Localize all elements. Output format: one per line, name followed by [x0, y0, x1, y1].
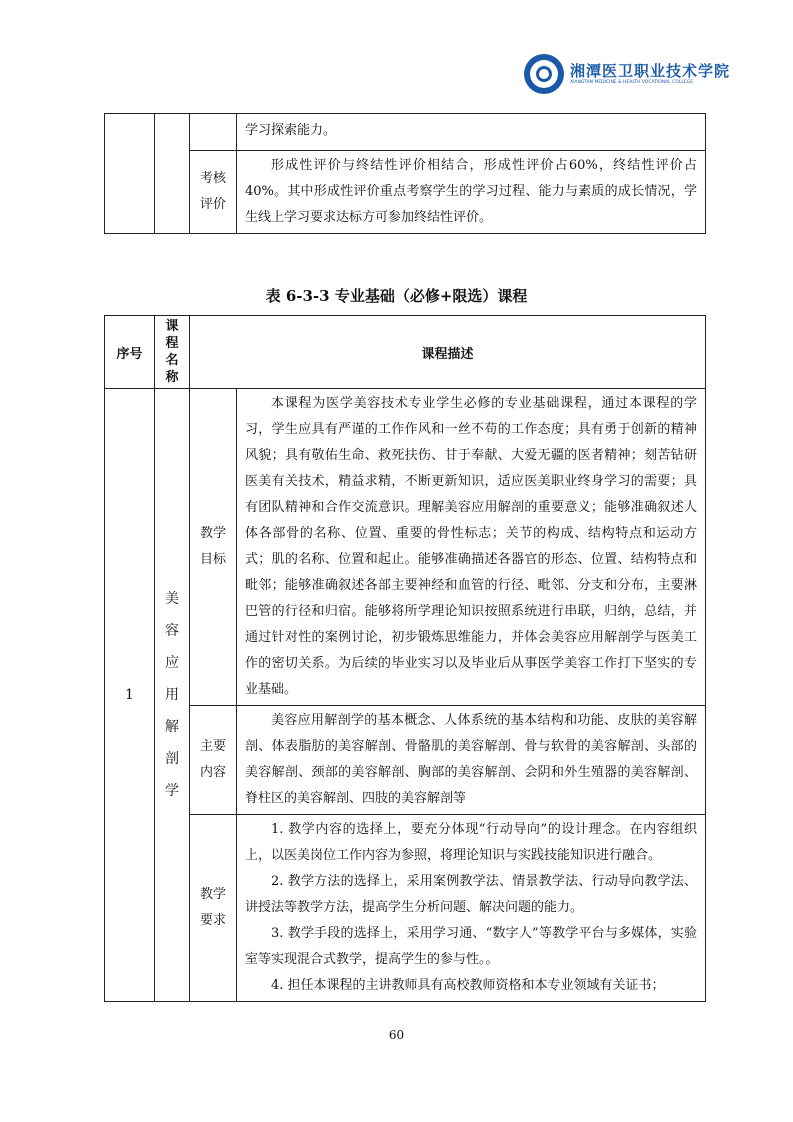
course-name-cell	[155, 114, 190, 234]
paragraph: 本课程为医学美容技术专业学生必修的专业基础课程，通过本课程的学习，学生应具有严谨的工作作风和一丝不苟的工作态度；具有勇于创新的精神风貌；具有敬佑生命、救死扶伤、甘于奉献、大爱无疆的医者精神；刻苦钻研医美有关技术，精益求精，不断更新知识，适应医美职业终身学习的需要；具有团队精神和合作交流意识。理解美容应用解剖的重要意义；能够准确叙述人体各部骨的名称、位置、重要的骨性标志；关节的构成、结构特点和运动方式；肌的名称、位置和起止。能够准确描述各器官的形态、位置、结构特点和毗邻；能够准确叙述各部主要神经和血管的行径、毗邻、分支和分布，主要淋巴管的行径和归宿。能够将所学理论知识按照系统进行串联，归纳，总结，并通过针对性的案例讨论，初步锻炼思维能力，并体会美容应用解剖学与医美工作的密切关系。为后续的毕业实习以及毕业后从事医学美容工作打下坚实的专业基础。	[245, 396, 697, 697]
description-tail: 学习探索能力。	[237, 114, 706, 151]
row-index: 1	[105, 389, 155, 1002]
section-content	[237, 706, 706, 815]
college-logo	[524, 54, 730, 94]
header-course-name: 课程名称	[155, 316, 190, 389]
table-row	[105, 815, 706, 1002]
paragraph: 美容应用解剖学的基本概念、人体系统的基本结构和功能、皮肤的美容解剖、体表脂肪的美容解剖、骨骼肌的美容解剖、骨与软骨的美容解剖、头部的美容解剖、颈部的美容解剖、胸部的美容解剖、会阴和外生殖器的美容解剖、脊柱区的美容解剖、四肢的美容解剖等	[245, 713, 697, 806]
college-name-cn: 湘潭医卫职业技术学院	[570, 62, 731, 80]
course-table	[104, 315, 706, 1002]
section-label: 教学要求	[190, 815, 237, 1002]
section-label: 教学目标	[190, 389, 237, 706]
table-row	[105, 706, 706, 815]
assessment-text: 形成性评价与终结性评价相结合，形成性评价占60%，终结性评价占40%。其中形成性评价重点考察学生的学习过程、能力与素质的成长情况，学生线上学习要求达标方可参加终结性评价。	[237, 151, 706, 234]
college-emblem-icon	[524, 54, 564, 94]
row-course-name: 美容应用解剖学	[155, 389, 190, 1002]
label-cell	[190, 114, 237, 151]
paragraph: 3. 教学手段的选择上，采用学习通、“数字人”等教学平台与多媒体，实验室等实现混合式教学，提高学生的参与性。。	[245, 926, 697, 967]
section-content	[237, 815, 706, 1002]
section-content	[237, 389, 706, 706]
paragraph: 1. 教学内容的选择上，要充分体现“行动导向”的设计理念。在内容组织上，以医美岗位工作内容为参照，将理论知识与实践技能知识进行融合。	[245, 822, 697, 863]
index-cell	[105, 114, 155, 234]
continued-course-table	[104, 113, 706, 234]
paragraph: 2. 教学方法的选择上，采用案例教学法、情景教学法、行动导向教学法、讲授法等教学方法，提高学生分析问题、解决问题的能力。	[245, 874, 697, 915]
college-name-en: XIANGTAN MEDICINE & HEALTH VOCATIONAL COLLEGE	[570, 80, 694, 85]
paragraph: 4. 担任本课程的主讲教师具有高校教师资格和本专业领域有关证书；	[271, 978, 665, 993]
header-index: 序号	[105, 316, 155, 389]
page-number: 60	[388, 1028, 405, 1042]
header-description: 课程描述	[190, 316, 706, 389]
table-header-row	[105, 316, 706, 389]
table-caption: 表 6-3-3 专业基础（必修+限选）课程	[265, 287, 528, 305]
table-row	[105, 389, 706, 706]
assessment-label: 考核评价	[190, 151, 237, 234]
section-label: 主要内容	[190, 706, 237, 815]
table-row	[105, 114, 706, 151]
table-row	[105, 151, 706, 234]
